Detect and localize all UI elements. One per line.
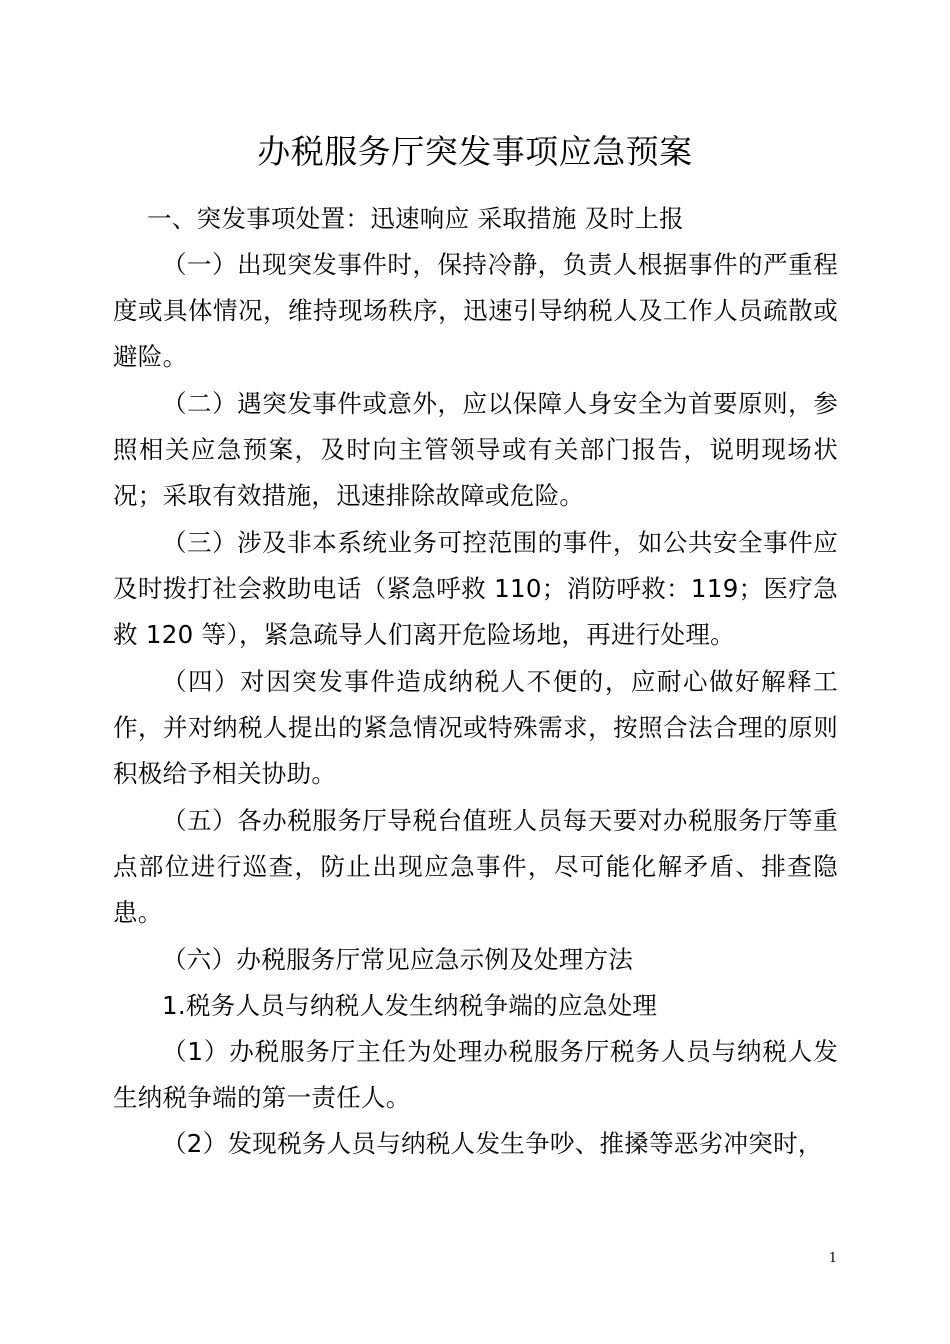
section-heading: 一、突发事项处置：迅速响应 采取措施 及时上报 xyxy=(147,204,684,233)
paragraph-6: （六）办税服务厅常见应急示例及处理方法 xyxy=(162,945,634,974)
paragraph-3: （三）涉及非本系统业务可控范围的事件，如公共安全事件应及时拨打社会救助电话（紧急呼救 110；消防呼救：119；医疗急救 120 等），紧急疏导人们离开危险场地，再进行处理。 xyxy=(113,528,838,649)
paragraph-4: （四）对因突发事件造成纳税人不便的，应耐心做好解释工作，并对纳税人提出的紧急情况或特殊需求，按照合法合理的原则积极给予相关协助。 xyxy=(113,667,838,788)
paragraph-2: （二）遇突发事件或意外，应以保障人身安全为首要原则，参照相关应急预案，及时向主管领导或有关部门报告，说明现场状况；采取有效措施，迅速排除故障或危险。 xyxy=(113,389,838,510)
page-number: 1 xyxy=(828,1251,837,1266)
document-body xyxy=(113,196,838,1167)
paragraph-8: （1）办税服务厅主任为处理办税服务厅税务人员与纳税人发生纳税争端的第一责任人。 xyxy=(113,1037,838,1112)
paragraph-1: （一）出现突发事件时，保持冷静，负责人根据事件的严重程度或具体情况，维持现场秩序，迅速引导纳税人及工作人员疏散或避险。 xyxy=(113,250,838,371)
paragraph-9: （2）发现税务人员与纳税人发生争吵、推搡等恶劣冲突时， xyxy=(162,1129,823,1158)
document-title: 办税服务厅突发事项应急预案 xyxy=(257,132,693,171)
paragraph-7: 1.税务人员与纳税人发生纳税争端的应急处理 xyxy=(162,991,658,1020)
paragraph-5: （五）各办税服务厅导税台值班人员每天要对办税服务厅等重点部位进行巡查，防止出现应急事件，尽可能化解矛盾、排查隐患。 xyxy=(113,806,838,927)
